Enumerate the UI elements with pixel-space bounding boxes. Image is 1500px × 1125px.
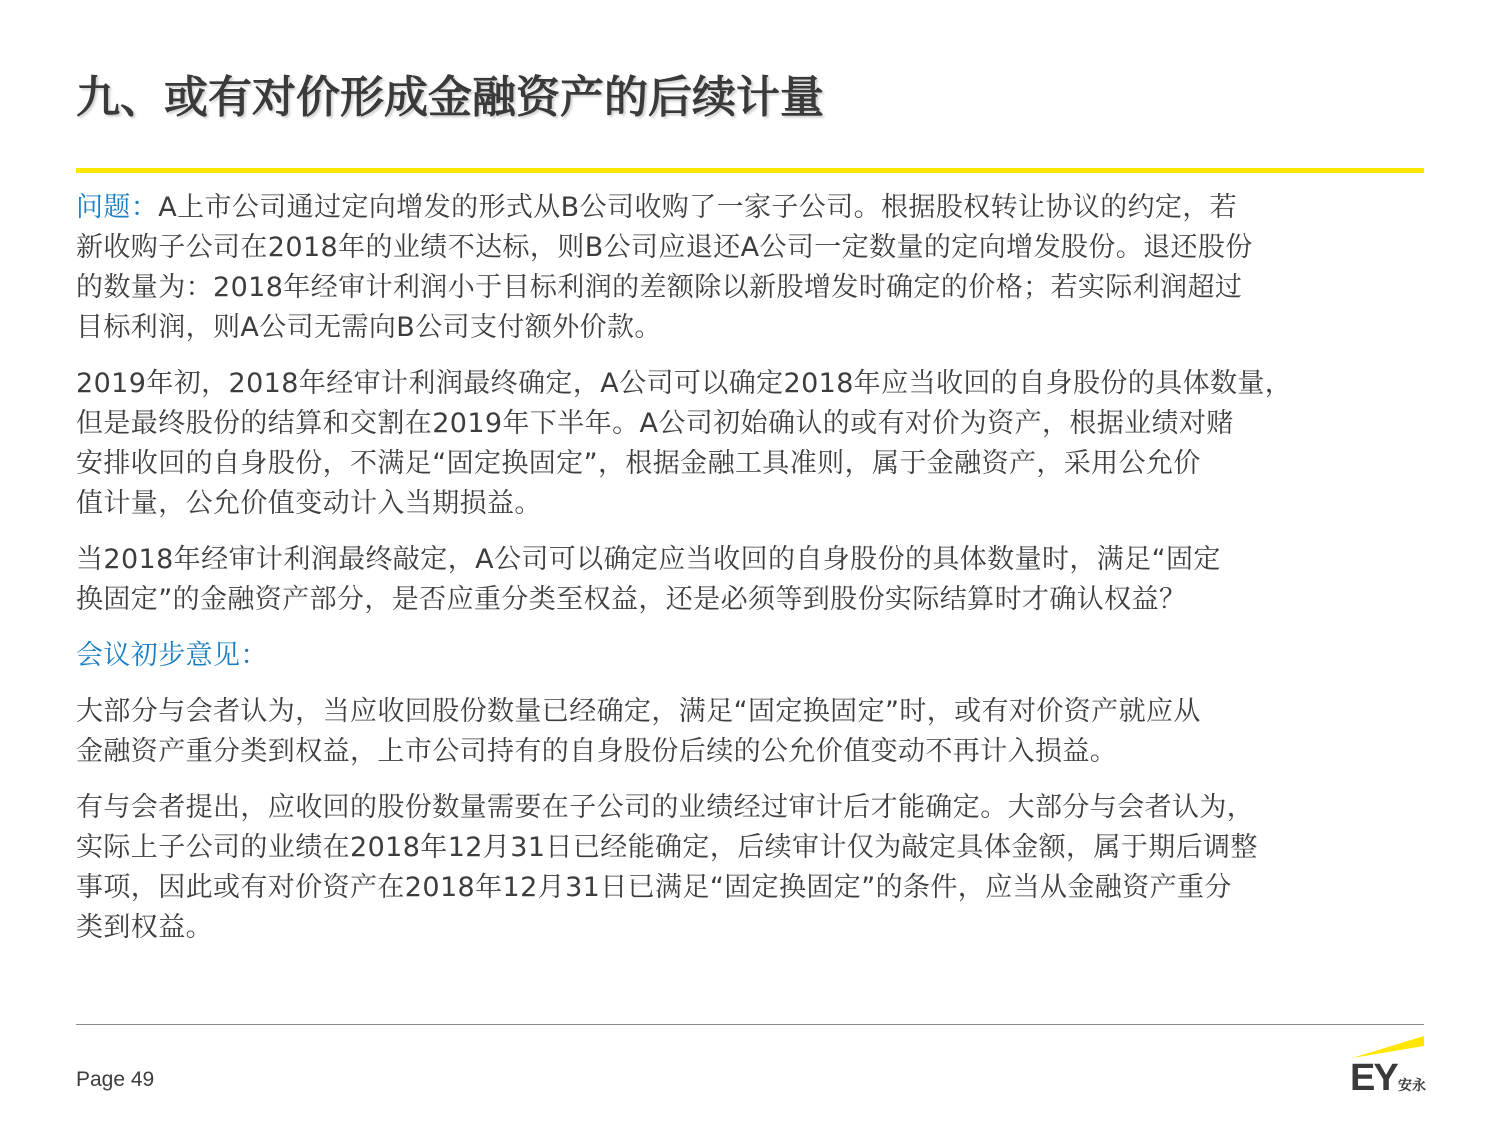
slide-title: 九、或有对价形成金融资产的后续计量 <box>76 72 824 123</box>
ey-logo <box>1346 1034 1430 1100</box>
question-line-4: 目标利润，则A公司无需向B公司支付额外价款。 <box>76 312 662 343</box>
majority-view-paragraph <box>76 692 1456 772</box>
background-line-3: 安排收回的自身股份，不满足“固定换固定”，根据金融工具准则，属于金融资产，采用公允价 <box>76 448 1201 479</box>
other-line-2: 实际上子公司的业绩在2018年12月31日已经能确定，后续审计仅为敲定具体金额，属于期后调整 <box>76 832 1258 863</box>
opinion-label: 会议初步意见： <box>76 640 268 671</box>
other-line-4: 类到权益。 <box>76 912 213 943</box>
background-line-1: 2019年初，2018年经审计利润最终确定，A公司可以确定2018年应当收回的自身股份的具体数量， <box>76 368 1293 399</box>
other-line-3: 事项，因此或有对价资产在2018年12月31日已满足“固定换固定”的条件，应当从金融资产重分 <box>76 872 1232 903</box>
issue-paragraph <box>76 540 1456 620</box>
opinion-heading <box>76 636 1456 676</box>
issue-line-1: 当2018年经审计利润最终敲定，A公司可以确定应当收回的自身股份的具体数量时，满足“固定 <box>76 544 1221 575</box>
footer-divider <box>76 1024 1424 1025</box>
background-line-2: 但是最终股份的结算和交割在2019年下半年。A公司初始确认的或有对价为资产，根据业绩对赌 <box>76 408 1234 439</box>
question-line-1-text: A上市公司通过定向增发的形式从B公司收购了一家子公司。根据股权转让协议的约定，若 <box>158 192 1238 223</box>
title-underline <box>76 168 1424 173</box>
background-line-4: 值计量，公允价值变动计入当期损益。 <box>76 488 542 519</box>
majority-line-2: 金融资产重分类到权益，上市公司持有的自身股份后续的公允价值变动不再计入损益。 <box>76 736 1118 767</box>
ey-logo-subtext: 安永 <box>1398 1078 1426 1094</box>
slide-body <box>76 188 1456 964</box>
question-line-1 <box>76 188 1456 228</box>
background-paragraph <box>76 364 1456 524</box>
question-label: 问题： <box>76 192 159 223</box>
majority-line-1: 大部分与会者认为，当应收回股份数量已经确定，满足“固定换固定”时，或有对价资产就应从 <box>76 696 1201 727</box>
issue-line-2: 换固定”的金融资产部分，是否应重分类至权益，还是必须等到股份实际结算时才确认权益？ <box>76 584 1187 615</box>
question-line-3: 的数量为：2018年经审计利润小于目标利润的差额除以新股增发时确定的价格；若实际利润超过 <box>76 272 1243 303</box>
other-view-paragraph <box>76 788 1456 948</box>
page-number: Page 49 <box>76 1068 155 1091</box>
ey-logo-text: EY <box>1350 1057 1397 1099</box>
other-line-1: 有与会者提出，应收回的股份数量需要在子公司的业绩经过审计后才能确定。大部分与会者认为， <box>76 792 1255 823</box>
question-line-2: 新收购子公司在2018年的业绩不达标，则B公司应退还A公司一定数量的定向增发股份。退还股份 <box>76 232 1253 263</box>
question-paragraph <box>76 188 1456 348</box>
